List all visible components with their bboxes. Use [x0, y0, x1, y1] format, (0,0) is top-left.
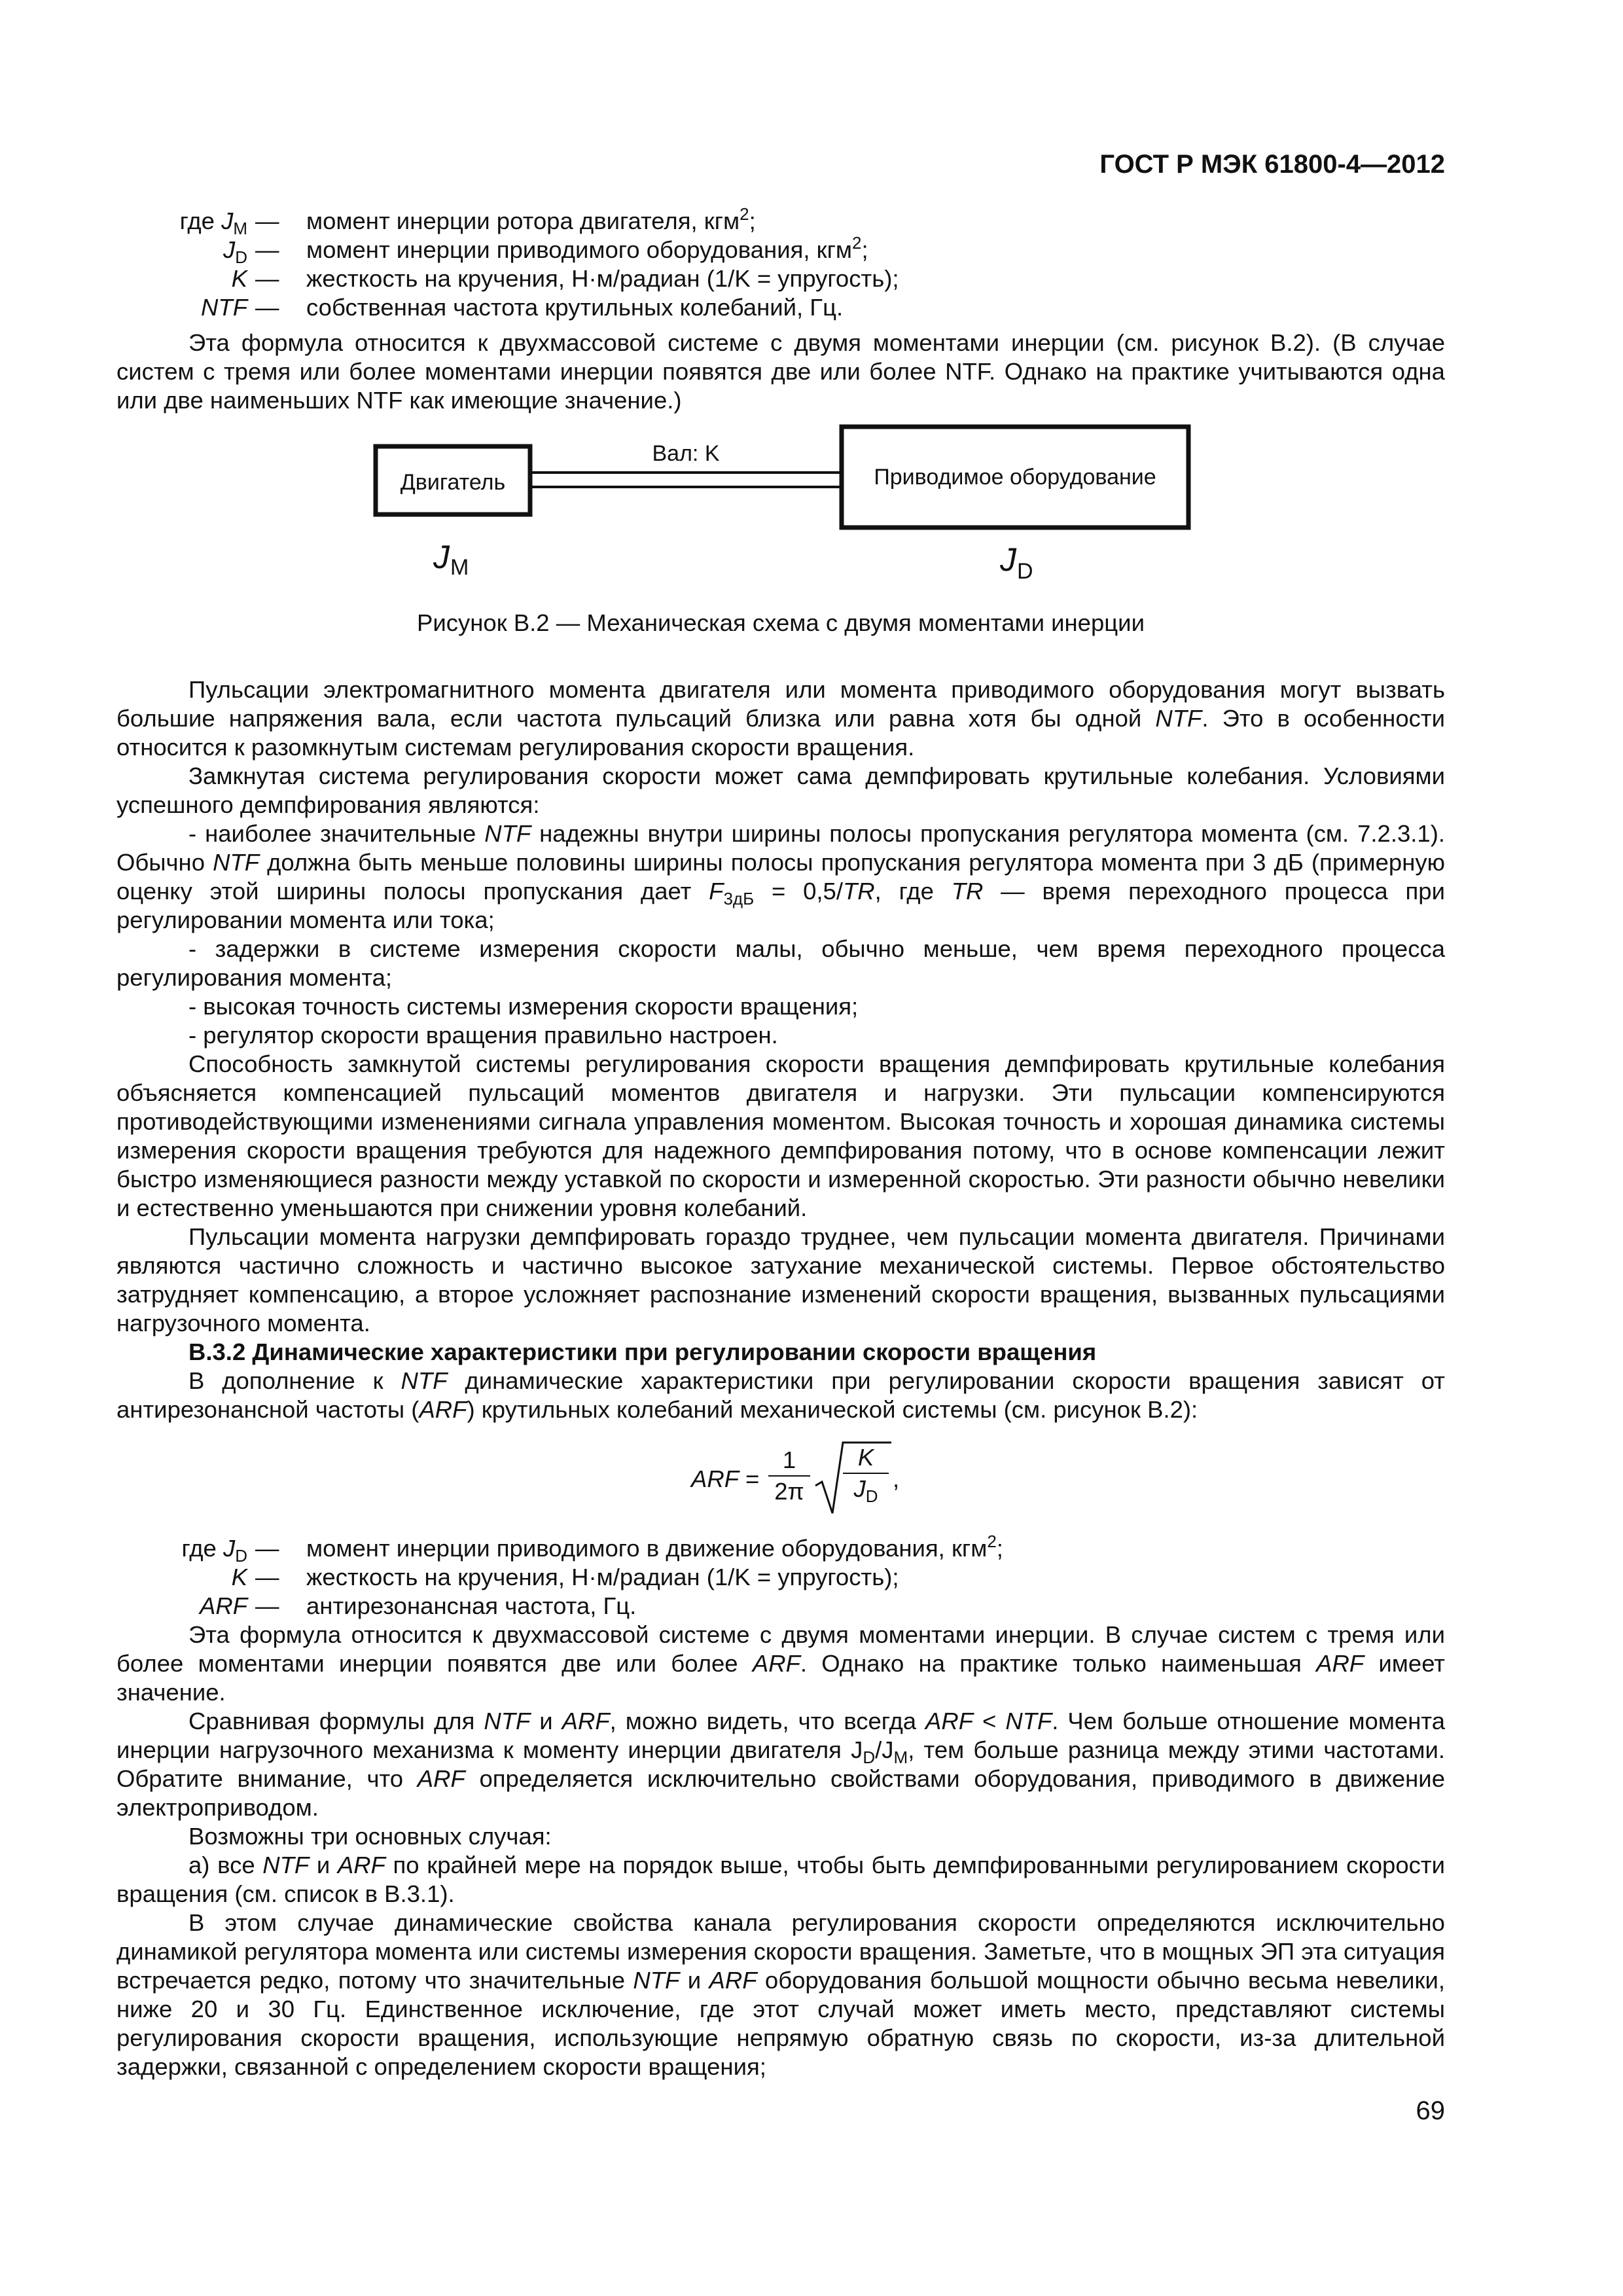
closing-text: Эта формула относится к двухмассовой системе с двумя моментами инерции. В случае систем с тремя или более моментами инерции появятся две или более ARF. Однако на практике только наименьшая ARF имеет значение. Сравнивая формулы для NTF и ARF, можно видеть, что всегда ARF < NTF. Чем больше отношение момента инерции нагрузочного механизма к моменту инерции двигателя $J_D/J_M$, тем больше разница между этими частотами. Обратите внимание, что ARF определяется исключительно свойствами оборудования, приводимого в движение электроприводом. Возможны три основных случая: а) все NTF и ARF по крайней мере на порядок выше, чтобы быть демпфированными регулированием скорости вращения (см. список в В.3.1). В этом случае динамические свойства канала регулирования скорости определяются исключительно динамикой регулятора момента или системы измерения скорости вращения. Заметьте, что в мощных ЭП эта ситуация встречается редко, потому что значительные NTF и ARF оборудования большой мощности обычно весьма невелики, ниже 20 и 30 Гц. Единственное исключение, где этот случай может иметь место, представляют системы регулирования скорости вращения, использующие непрямую обратную связь по скорости, из-за длительной задержки, связанной с определением скорости вращения;	[116, 1621, 1446, 2080]
motor-label: Двигатель	[400, 470, 506, 495]
legend-row: $J_D$ — момент инерции приводимого оборудования, кгм$^2$;	[223, 233, 868, 267]
arf-formula: ARF = 1 2π K $J_D$ ,	[691, 1440, 953, 1525]
section-title: В.3.2 Динамические характеристики при регулировании скорости вращения	[188, 1338, 1097, 1365]
legend-row: K — жесткость на кручения, Н·м/радиан (1/K = упругость);	[231, 265, 899, 292]
jd-symbol: J	[1000, 541, 1016, 578]
document-page	[116, 0, 1445, 2296]
legend-row: K — жесткость на кручения, Н·м/радиан (1/K = упругость);	[231, 1564, 899, 1590]
legend-where: где	[179, 207, 215, 234]
jm-symbol: J	[433, 539, 450, 575]
legend-arf-symbols	[116, 1534, 1445, 1621]
driven-equipment-label: Приводимое оборудование	[874, 465, 1156, 490]
shaft-label: Вал: K	[652, 441, 720, 466]
jm-subscript: M	[450, 555, 469, 580]
jd-subscript: D	[1017, 559, 1033, 584]
standard-header: ГОСТ Р МЭК 61800-4—2012	[1099, 150, 1445, 179]
diagram-svg	[116, 419, 1445, 602]
legend-row: где $J_D$ — момент инерции приводимого в движение оборудования, кгм$^2$;	[181, 1532, 1003, 1566]
main-text: Пульсации электромагнитного момента двигателя или момента приводимого оборудования могут вызвать большие напряжения вала, если частота пульсаций близка или равна хотя бы одной NTF. Это в особенности относится к разомкнутым системам регулирования скорости вращения. Замкнутая система регулирования скорости может сама демпфировать крутильные колебания. Условиями успешного демпфирования являются: - наиболее значительные NTF надежны внутри ширины полосы пропускания регулятора момента (см. 7.2.3.1). Обычно NTF должна быть меньше половины ширины полосы пропускания регулятора момента при 3 дБ (примерную оценку этой ширины полосы пропускания дает $F_{3дБ} = 0,5/TR$, где TR — время переходного процесса при регулировании момента или тока; - задержки в системе измерения скорости малы, обычно меньше, чем время переходного процесса регулирования момента; - высокая точность системы измерения скорости вращения; - регулятор скорости вращения правильно настроен. Способность замкнутой системы регулирования скорости вращения демпфировать крутильные колебания объясняется компенсацией пульсаций моментов двигателя и нагрузки. Эти пульсации компенсируются противодействующими изменениями сигнала управления моментом. Высокая точность и хорошая динамика системы измерения скорости вращения требуются для надежного демпфирования потому, что в основе компенсации лежит быстро изменяющиеся разности между уставкой по скорости и измеренной скоростью. Эти разности обычно невелики и естественно уменьшаются при снижении уровня колебаний. Пульсации момента нагрузки демпфировать гораздо труднее, чем пульсации момента двигателя. Причинами являются частично сложность и частично высокое затухание механической системы. Первое обстоятельство затрудняет компенсацию, а второе усложняет распознание изменений скорости вращения, вызванных пульсациями нагрузочного момента. В.3.2 Динамические характеристики при регулировании скорости вращения В дополнение к NTF динамические характеристики при регулировании скорости вращения зависят от антирезонансной частоты (ARF) крутильных колебаний механической системы (см. рисунок В.2):	[116, 676, 1446, 1423]
page-number: 69	[1416, 2096, 1445, 2125]
legend-row: ARF — антирезонансная частота, Гц.	[200, 1592, 637, 1619]
legend-moment-symbols	[116, 204, 1445, 322]
legend-row: NTF — собственная частота крутильных колебаний, Гц.	[201, 294, 844, 321]
legend-row: где $J_М$ — момент инерции ротора двигателя, кгм$^2$;	[179, 204, 756, 238]
intro-paragraph: Эта формула относится к двухмассовой системе с двумя моментами инерции (см. рисунок В.2). (В случае систем с тремя или более моментами инерции появятся две или более NTF. Однако на практике учитываются одна или две наименьших NTF как имеющие значение.)	[116, 329, 1445, 414]
figure-caption: Рисунок В.2 — Механическая схема с двумя моментами инерции	[417, 609, 1145, 636]
